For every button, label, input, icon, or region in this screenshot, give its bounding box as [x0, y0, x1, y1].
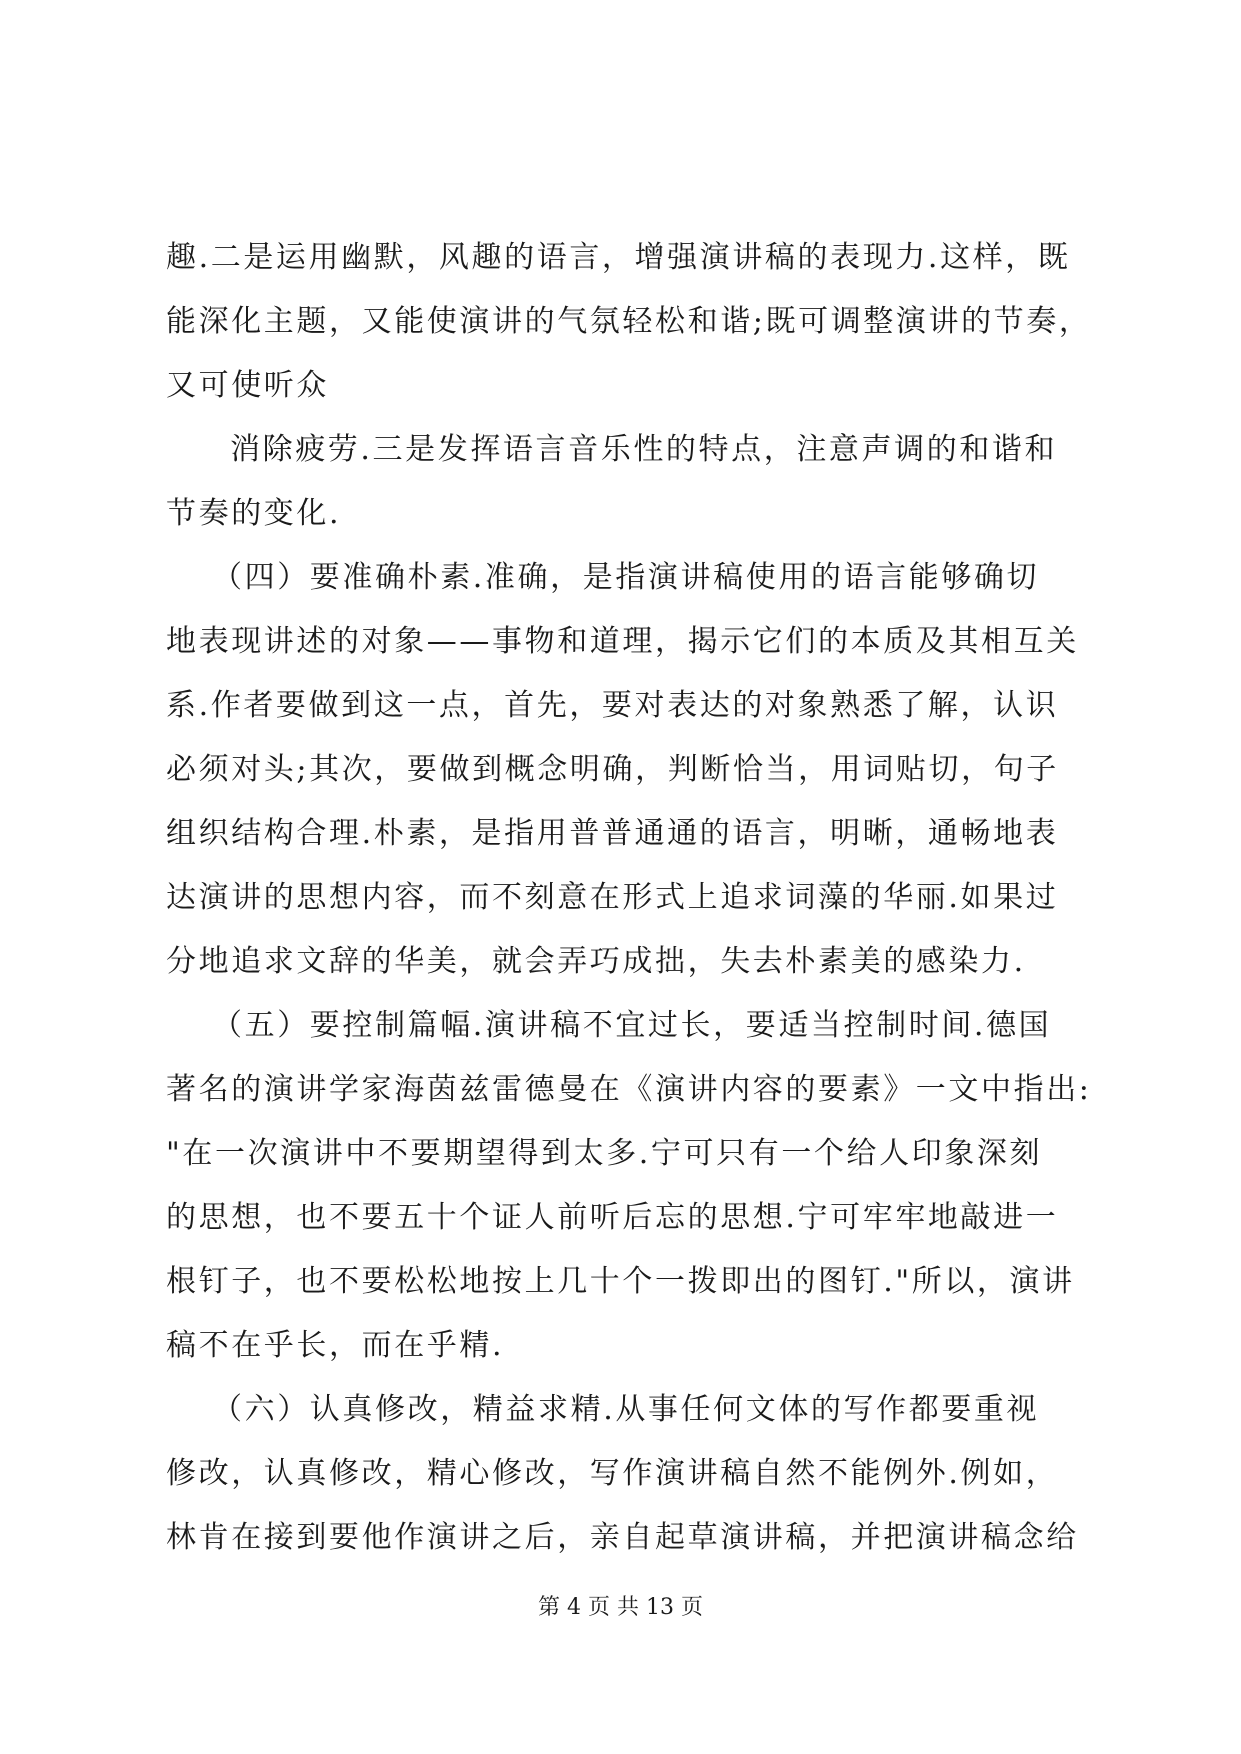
- text-line: 著名的演讲学家海茵兹雷德曼在《演讲内容的要素》一文中指出:: [166, 1072, 1092, 1107]
- text-line: 趣.二是运用幽默，风趣的语言，增强演讲稿的表现力.这样，既: [166, 240, 1071, 275]
- text-line: 修改，认真修改，精心修改，写作演讲稿自然不能例外.例如，: [166, 1456, 1059, 1491]
- text-line: 的思想，也不要五十个证人前听后忘的思想.宁可牢牢地敲进一: [166, 1200, 1059, 1235]
- section-6-heading-line: （六）认真修改，精益求精.从事任何文体的写作都要重视: [212, 1392, 1040, 1427]
- page-number-footer: 第 4 页 共 13 页: [538, 1595, 703, 1620]
- text-line: 分地追求文辞的华美，就会弄巧成拙，失去朴素美的感染力.: [166, 944, 1026, 979]
- text-line: 节奏的变化.: [166, 496, 342, 531]
- text-line: 稿不在乎长，而在乎精.: [166, 1328, 505, 1363]
- text-line: 必须对头;其次，要做到概念明确，判断恰当，用词贴切，句子: [166, 752, 1059, 787]
- text-line: 地表现讲述的对象——事物和道理，揭示它们的本质及其相互关: [166, 624, 1079, 659]
- section-4-heading-line: （四）要准确朴素.准确，是指演讲稿使用的语言能够确切: [212, 560, 1040, 595]
- text-line: 林肯在接到要他作演讲之后，亲自起草演讲稿，并把演讲稿念给: [166, 1520, 1079, 1555]
- document-body: [166, 226, 1092, 1570]
- paragraph-start-line: 消除疲劳.三是发挥语言音乐性的特点，注意声调的和谐和: [230, 432, 1058, 467]
- section-5-heading-line: （五）要控制篇幅.演讲稿不宜过长，要适当控制时间.德国: [212, 1008, 1052, 1043]
- text-line: 组织结构合理.朴素，是指用普普通通的语言，明晰，通畅地表: [166, 816, 1059, 851]
- text-line: "在一次演讲中不要期望得到太多.宁可只有一个给人印象深刻: [166, 1136, 1043, 1171]
- text-line: 达演讲的思想内容，而不刻意在形式上追求词藻的华丽.如果过: [166, 880, 1059, 915]
- text-line: 能深化主题，又能使演讲的气氛轻松和谐;既可调整演讲的节奏，: [166, 304, 1092, 339]
- text-line: 系.作者要做到这一点，首先，要对表达的对象熟悉了解，认识: [166, 688, 1059, 723]
- text-line: 根钉子，也不要松松地按上几十个一拨即出的图钉."所以，演讲: [166, 1264, 1075, 1299]
- text-line: 又可使听众: [166, 368, 329, 403]
